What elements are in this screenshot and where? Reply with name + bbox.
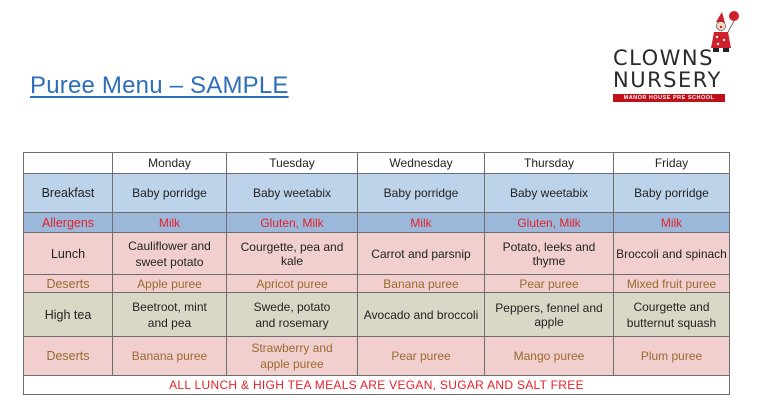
menu-cell [614,293,730,337]
row-label-high-tea: High tea [24,293,113,337]
menu-cell: Baby porridge [358,174,485,213]
menu-cell: Baby weetabix [227,174,358,213]
menu-cell: Avocado and broccoli [358,293,485,337]
header-row [24,153,730,174]
menu-cell: Gluten, Milk [227,213,358,233]
menu-cell: Milk [614,213,730,233]
day-header: Tuesday [227,153,358,174]
row-label-breakfast: Breakfast [24,174,113,213]
table-row [24,337,730,376]
day-header: Thursday [485,153,614,174]
menu-cell [113,233,227,275]
menu-cell-text: Courgette and butternut squash [626,299,717,330]
menu-cell: Carrot and parsnip [358,233,485,275]
menu-cell: Baby weetabix [485,174,614,213]
footer-note: ALL LUNCH & HIGH TEA MEALS ARE VEGAN, SUGAR AND SALT FREE [24,376,730,395]
logo-text-clowns: CLOWNS [613,46,714,70]
menu-cell: Peppers, fennel and apple [485,293,614,337]
corner-cell [24,153,113,174]
menu-cell: Courgette, pea and kale [227,233,358,275]
logo-text-nursery: NURSERY [613,68,722,92]
menu-cell: Plum puree [614,337,730,376]
menu-cell-text: Cauliflower and sweet potato [128,238,211,269]
page-title: Puree Menu – SAMPLE [30,72,289,99]
menu-cell: Mango puree [485,337,614,376]
menu-cell: Pear puree [485,275,614,293]
table-row [24,233,730,275]
menu-cell: Potato, leeks and thyme [485,233,614,275]
menu-cell-text: Swede, potato and rosemary [253,299,331,330]
menu-cell: Gluten, Milk [485,213,614,233]
table-row [24,275,730,293]
menu-cell-text: Beetroot, mint and pea [132,299,207,330]
menu-table [23,152,730,395]
menu-cell: Milk [358,213,485,233]
clowns-nursery-logo [600,8,740,104]
menu-cell [227,337,358,376]
menu-cell: Broccoli and spinach [614,233,730,275]
menu-cell: Banana puree [113,337,227,376]
row-label-allergens: Allergens [24,213,113,233]
logo-subtitle: MANOR HOUSE PRE SCHOOL [613,94,725,102]
day-header: Monday [113,153,227,174]
menu-cell: Pear puree [358,337,485,376]
table-row [24,213,730,233]
menu-cell: Baby porridge [113,174,227,213]
menu-cell: Banana puree [358,275,485,293]
table-row [24,293,730,337]
menu-cell [113,293,227,337]
row-label-deserts: Deserts [24,337,113,376]
footer-row [24,376,730,395]
menu-cell-text: Strawberry and apple puree [251,341,333,371]
menu-cell: Apple puree [113,275,227,293]
menu-cell: Mixed fruit puree [614,275,730,293]
menu-cell: Milk [113,213,227,233]
menu-cell: Apricot puree [227,275,358,293]
table-row [24,174,730,213]
day-header: Friday [614,153,730,174]
day-header: Wednesday [358,153,485,174]
menu-cell [227,293,358,337]
row-label-deserts: Deserts [24,275,113,293]
menu-cell: Baby porridge [614,174,730,213]
row-label-lunch: Lunch [24,233,113,275]
